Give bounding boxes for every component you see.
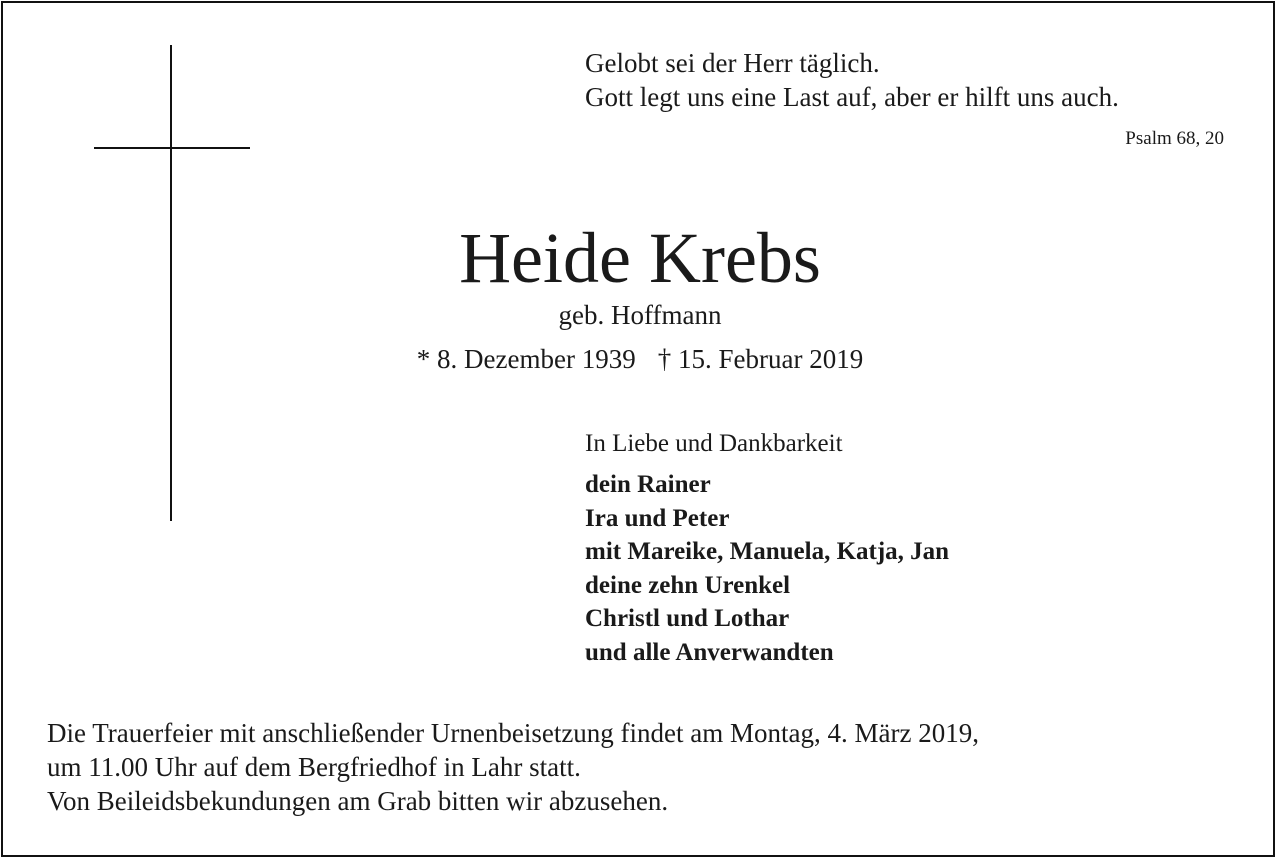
death-date: † 15. Februar 2019 bbox=[657, 344, 864, 374]
mourners-intro: In Liebe und Dankbarkeit bbox=[585, 430, 843, 457]
funeral-notice bbox=[47, 716, 979, 818]
notice-line: Von Beileidsbekundungen am Grab bitten wir abzusehen. bbox=[47, 786, 669, 816]
birth-name: geb. Hoffmann bbox=[558, 300, 722, 330]
birth-date: * 8. Dezember 1939 bbox=[416, 344, 636, 374]
verse-line: Gelobt sei der Herr täglich. bbox=[585, 48, 880, 78]
cross-horizontal-bar bbox=[94, 147, 250, 149]
life-dates bbox=[0, 342, 1280, 376]
notice-line: um 11.00 Uhr auf dem Bergfriedhof in Lahr statt. bbox=[47, 752, 581, 782]
mourner-item: Ira und Peter bbox=[585, 504, 730, 532]
mourner-item: deine zehn Urenkel bbox=[585, 571, 791, 599]
bible-verse bbox=[585, 46, 1119, 114]
verse-line: Gott legt uns eine Last auf, aber er hilft uns auch. bbox=[585, 82, 1119, 112]
deceased-name: Heide Krebs bbox=[459, 218, 821, 298]
mourners-list bbox=[585, 468, 949, 670]
mourner-item: dein Rainer bbox=[585, 471, 711, 498]
verse-reference: Psalm 68, 20 bbox=[1125, 128, 1224, 149]
mourner-item: und alle Anverwandten bbox=[585, 638, 834, 666]
mourner-item: Christl und Lothar bbox=[585, 605, 790, 633]
notice-line: Die Trauerfeier mit anschließender Urnenbeisetzung findet am Montag, 4. März 2019, bbox=[47, 718, 979, 748]
mourner-item: mit Mareike, Manuela, Katja, Jan bbox=[585, 538, 950, 566]
